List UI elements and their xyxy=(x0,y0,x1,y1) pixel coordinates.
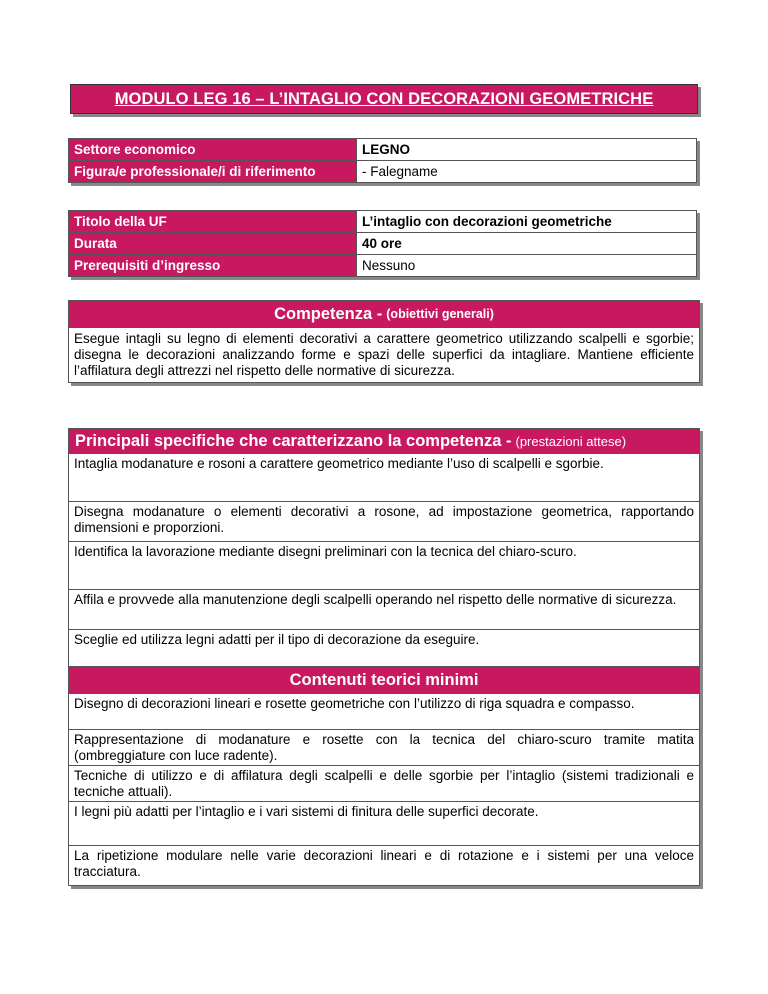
unit-table xyxy=(68,210,697,277)
list-item: I legni più adatti per l’intaglio e i vari sistemi di finitura delle superfici decorate. xyxy=(68,802,700,846)
prerequisites-label: Prerequisiti d’ingresso xyxy=(69,255,357,277)
list-item: Identifica la lavorazione mediante disegni preliminari con la tecnica del chiaro-scuro. xyxy=(68,542,700,590)
competenza-heading-text: Competenza - xyxy=(274,304,383,323)
competenza-section xyxy=(68,300,700,383)
list-item: Disegna modanature o elementi decorativi a rosone, ad impostazione geometrica, rapportando dimensioni e proporzioni. xyxy=(68,502,700,542)
duration-label: Durata xyxy=(69,233,357,255)
prerequisites-value: Nessuno xyxy=(357,255,697,277)
competenza-text: Esegue intagli su legno di elementi decorativi a carattere geometrico utilizzando scalpelli e sgorbie; disegna le decorazioni analizzando forme e spazi delle superfici da intagliare. Mantiene efficiente l’affilatura degli attrezzi nel rispetto delle normative di sicurezza. xyxy=(68,328,700,383)
profile-value: - Falegname xyxy=(357,161,697,183)
table-row xyxy=(69,161,697,183)
specifiche-subheading: (prestazioni attese) xyxy=(515,433,627,449)
table-row xyxy=(69,211,697,233)
contenuti-heading xyxy=(68,666,700,694)
list-item: La ripetizione modulare nelle varie decorazioni lineari e di rotazione e i sistemi per una veloce tracciatura. xyxy=(68,846,700,886)
specifiche-heading-text: Principali specifiche che caratterizzano la competenza - xyxy=(75,431,512,450)
sector-label: Settore economico xyxy=(69,139,357,161)
specifiche-section xyxy=(68,428,700,672)
table-row xyxy=(69,255,697,277)
sector-table xyxy=(68,138,697,183)
list-item: Disegno di decorazioni lineari e rosette geometriche con l’utilizzo di riga squadra e compasso. xyxy=(68,694,700,730)
list-item: Affila e provvede alla manutenzione degli scalpelli operando nel rispetto delle normative di sicurezza. xyxy=(68,590,700,630)
duration-value: 40 ore xyxy=(357,233,697,255)
contenuti-heading-text: Contenuti teorici minimi xyxy=(289,670,479,689)
uf-title-label: Titolo della UF xyxy=(69,211,357,233)
specifiche-heading xyxy=(68,428,700,454)
table-row xyxy=(69,139,697,161)
list-item: Rappresentazione di modanature e rosette con la tecnica del chiaro-scuro tramite matita (ombreggiature con luce radente). xyxy=(68,730,700,766)
contenuti-section xyxy=(68,666,700,886)
list-item: Tecniche di utilizzo e di affilatura degli scalpelli e delle sgorbie per l’intaglio (sistemi tradizionali e tecniche attuali). xyxy=(68,766,700,802)
sector-value: LEGNO xyxy=(357,139,697,161)
module-title: MODULO LEG 16 – L’INTAGLIO CON DECORAZIONI GEOMETRICHE xyxy=(70,84,698,114)
profile-label: Figura/e professionale/i di riferimento xyxy=(69,161,357,183)
competenza-heading xyxy=(68,300,700,328)
table-row xyxy=(69,233,697,255)
competenza-subheading: (obiettivi generali) xyxy=(386,307,494,321)
list-item: Sceglie ed utilizza legni adatti per il tipo di decorazione da eseguire. xyxy=(68,630,700,672)
uf-title-value: L’intaglio con decorazioni geometriche xyxy=(357,211,697,233)
list-item: Intaglia modanature e rosoni a carattere geometrico mediante l’uso di scalpelli e sgorbie. xyxy=(68,454,700,502)
